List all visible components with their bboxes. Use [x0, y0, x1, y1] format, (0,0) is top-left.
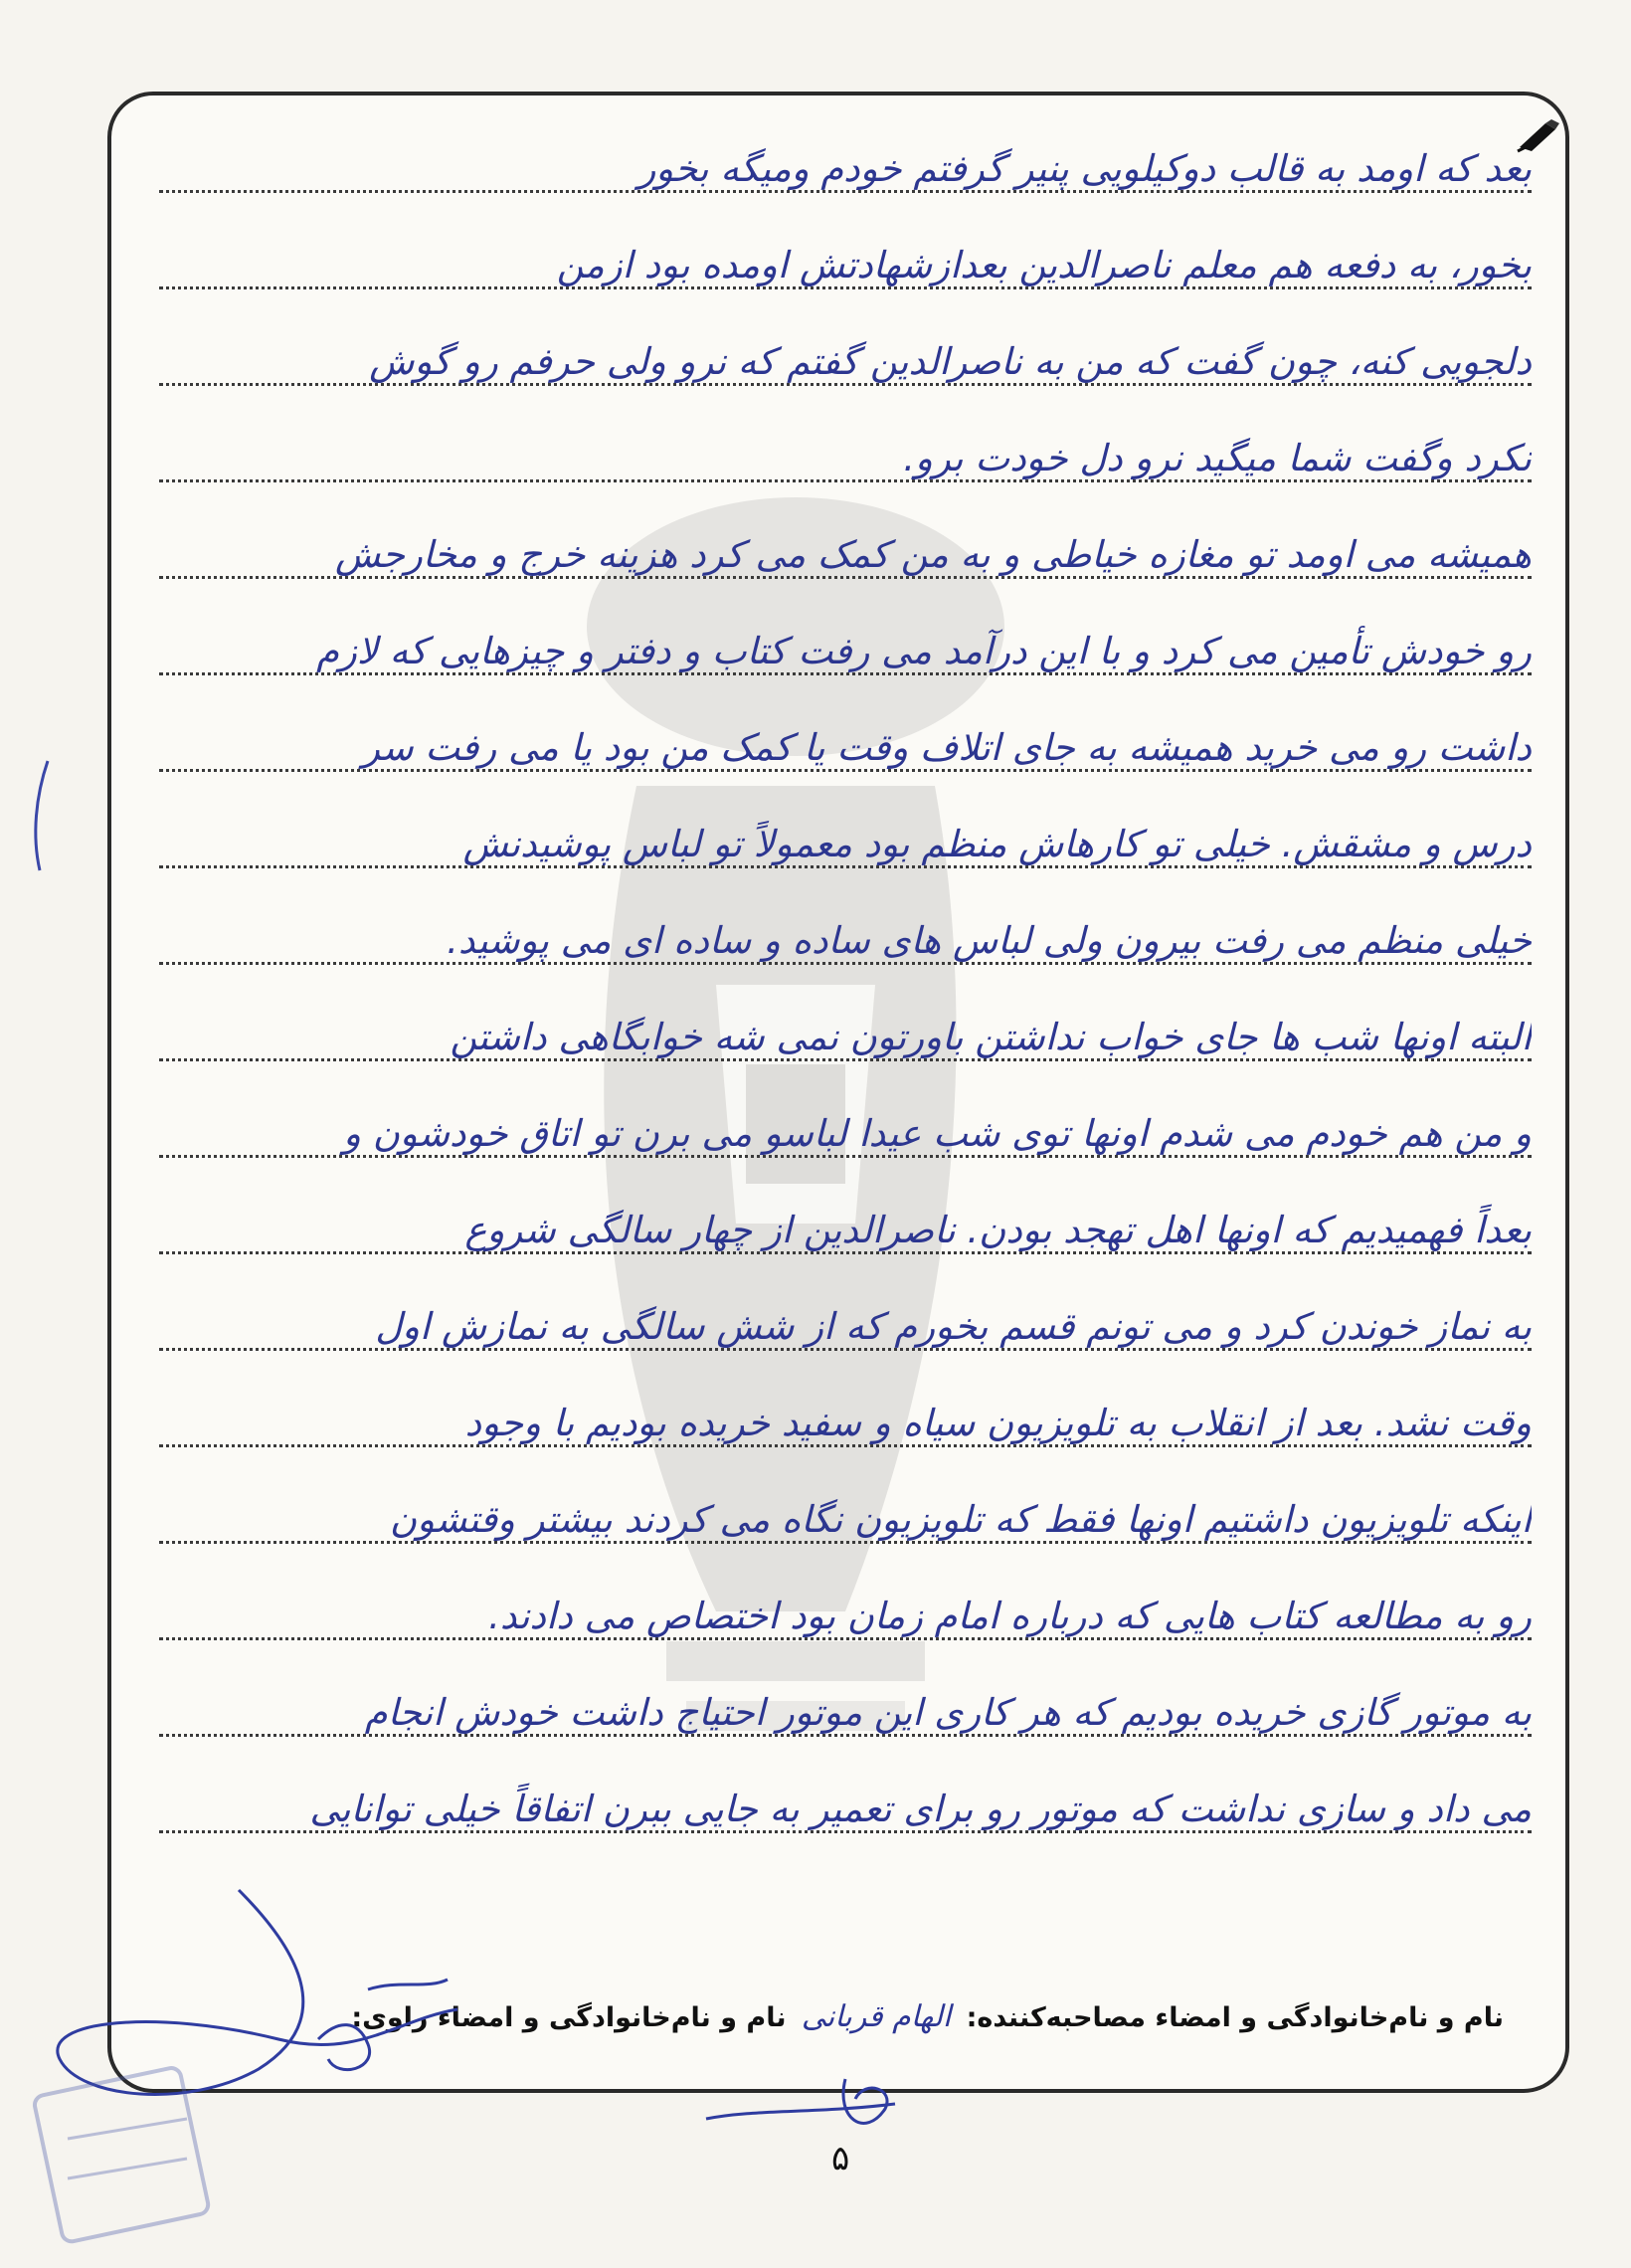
signature-footer: [351, 1999, 1504, 2034]
text-line: رو خودش تأمین می کرد و با این درآمد می رفت کتاب و دفتر و چیزهایی که لازم: [159, 622, 1532, 681]
text-line: البته اونها شب ها جای خواب نداشتن باورتون نمی شه خوابگاهی داشتن: [159, 1008, 1532, 1067]
text-line: بعد که اومد به قالب دوکیلویی پنیر گرفتم خودم ومیگه بخور: [159, 139, 1532, 199]
text-line: می داد و سازی نداشت که موتور رو برای تعمیر به جایی ببرن اتفاقاً خیلی توانایی: [159, 1780, 1532, 1839]
text-line: نکرد وگفت شما میگید نرو دل خودت برو.: [159, 429, 1532, 488]
text-line: بخور، به دفعه هم معلم ناصرالدین بعدازشهادتش اومده بود ازمن: [159, 236, 1532, 295]
margin-bracket-mark: [18, 756, 58, 875]
faded-stamp: [28, 2059, 227, 2248]
text-line: بعداً فهمیدیم که اونها اهل تهجد بودن. ناصرالدین از چهار سالگی شروع: [159, 1201, 1532, 1260]
interviewer-label: نام و نام‌خانوادگی و امضاء مصاحبه‌کننده:: [966, 2002, 1504, 2033]
text-line: درس و مشقش. خیلی تو کارهاش منظم بود معمولاً تو لباس پوشیدنش: [159, 815, 1532, 874]
text-line: رو به مطالعه کتاب هایی که درباره امام زمان بود اختصاص می دادند.: [159, 1587, 1532, 1646]
text-line: داشت رو می خرید همیشه به جای اتلاف وقت یا کمک من بود یا می رفت سر: [159, 718, 1532, 778]
text-line: خیلی منظم می رفت بیرون ولی لباس های ساده و ساده ای می پوشید.: [159, 911, 1532, 971]
text-line: به موتور گازی خریده بودیم که هر کاری این موتور احتیاج داشت خودش انجام: [159, 1683, 1532, 1743]
page-number: ۵: [831, 2139, 850, 2178]
text-line: و من هم خودم می شدم اونها توی شب عیدا لباسو می برن تو اتاق خودشون و: [159, 1104, 1532, 1164]
text-line: اینکه تلویزیون داشتیم اونها فقط که تلویزیون نگاه می کردند بیشتر وقتشون: [159, 1490, 1532, 1550]
text-line: وقت نشد. بعد از انقلاب به تلویزیون سیاه و سفید خریده بودیم با وجود: [159, 1394, 1532, 1453]
text-line: همیشه می اومد تو مغازه خیاطی و به من کمک می کرد هزینه خرج و مخارجش: [159, 525, 1532, 585]
text-line: به نماز خوندن کرد و می تونم قسم بخورم که از شش سالگی به نمازش اول: [159, 1297, 1532, 1357]
text-line: دلجویی کنه، چون گفت که من به ناصرالدین گفتم که نرو ولی حرفم رو گوش: [159, 332, 1532, 392]
interviewer-signature: الهام قربانی: [801, 1999, 952, 2034]
narrator-label: نام و نام‌خانوادگی و امضاء راوی:: [351, 2002, 787, 2033]
